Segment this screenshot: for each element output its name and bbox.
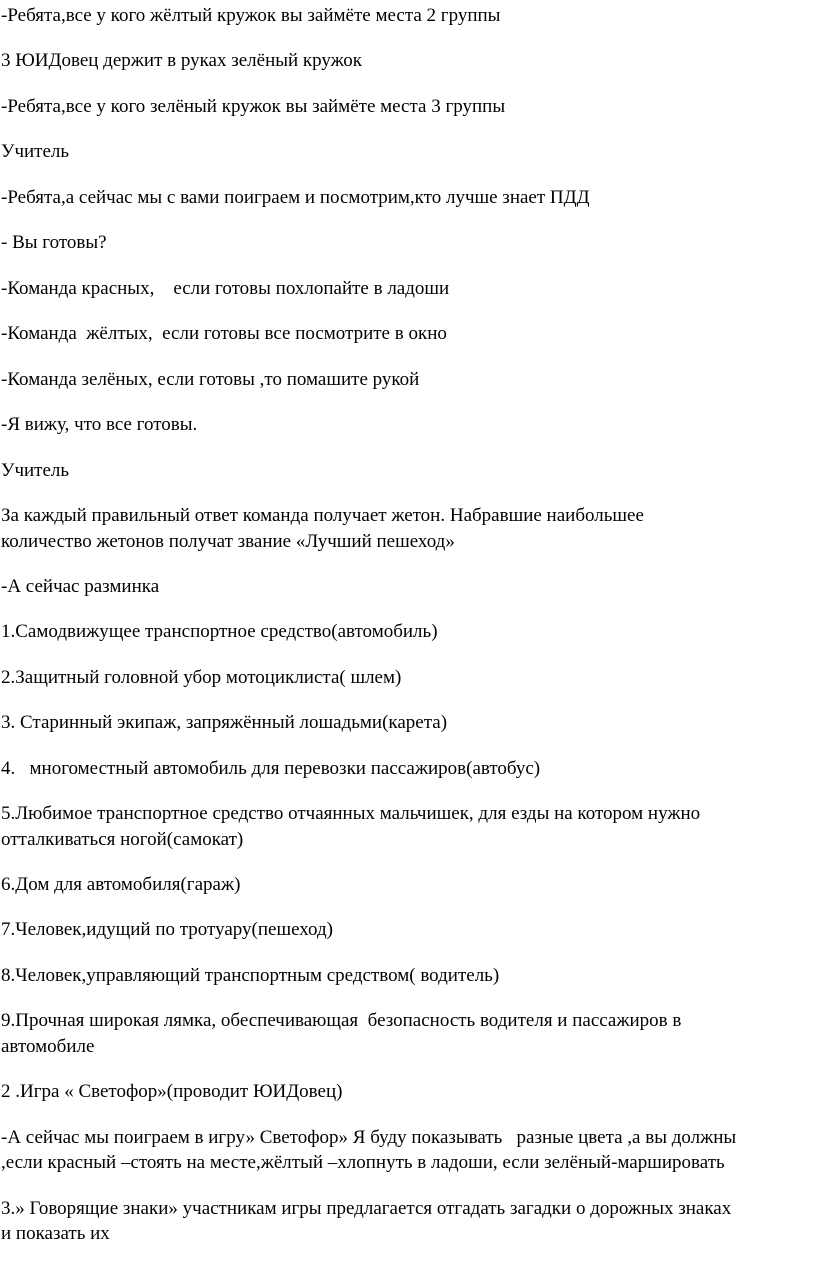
text-line: отталкиваться ногой(самокат) bbox=[1, 829, 244, 850]
text-line: и показать их bbox=[1, 1223, 110, 1244]
text-line: автомобиле bbox=[1, 1036, 95, 1057]
text-line: -Команда зелёных, если готовы ,то помашите рукой bbox=[1, 369, 420, 390]
text-line: 5.Любимое транспортное средство отчаянных мальчишек, для езды на котором нужно bbox=[1, 803, 701, 824]
text-line: -Ребята,все у кого зелёный кружок вы займёте места 3 группы bbox=[1, 96, 506, 117]
text-line: - Вы готовы? bbox=[1, 232, 107, 253]
text-line: Учитель bbox=[1, 460, 70, 481]
text-line: -Ребята,а сейчас мы с вами поиграем и посмотрим,кто лучше знает ПДД bbox=[1, 187, 590, 208]
text-line: 7.Человек,идущий по тротуару(пешеход) bbox=[1, 919, 333, 940]
text-line: -Команда жёлтых, если готовы все посмотрите в окно bbox=[1, 323, 447, 344]
text-line: количество жетонов получат звание «Лучший пешеход» bbox=[1, 531, 455, 552]
text-line: 3 ЮИДовец держит в руках зелёный кружок bbox=[1, 50, 363, 71]
text-line: За каждый правильный ответ команда получает жетон. Набравшие наибольшее bbox=[1, 505, 644, 526]
text-line: 4. многоместный автомобиль для перевозки пассажиров(автобус) bbox=[1, 758, 541, 779]
text-line: 6.Дом для автомобиля(гараж) bbox=[1, 874, 241, 895]
text-line: 3. Старинный экипаж, запряжённый лошадьми(карета) bbox=[1, 712, 448, 733]
text-line: 8.Человек,управляющий транспортным средством( водитель) bbox=[1, 965, 500, 986]
text-line: 1.Самодвижущее транспортное средство(автомобиль) bbox=[1, 621, 438, 642]
text-line: 3.» Говорящие знаки» участникам игры предлагается отгадать загадки о дорожных знаках bbox=[1, 1198, 732, 1219]
text-line: Учитель bbox=[1, 141, 70, 162]
text-line: ,если красный –стоять на месте,жёлтый –хлопнуть в ладоши, если зелёный-маршировать bbox=[1, 1152, 725, 1173]
text-line: 9.Прочная широкая лямка, обеспечивающая безопасность водителя и пассажиров в bbox=[1, 1010, 682, 1031]
text-line: -Команда красных, если готовы похлопайте в ладоши bbox=[1, 278, 450, 299]
text-line: -Ребята,все у кого жёлтый кружок вы займёте места 2 группы bbox=[1, 5, 501, 26]
text-line: -Я вижу, что все готовы. bbox=[1, 414, 198, 435]
text-line: 2.Защитный головной убор мотоциклиста( шлем) bbox=[1, 667, 402, 688]
text-line: -А сейчас разминка bbox=[1, 576, 160, 597]
text-line: -А сейчас мы поиграем в игру» Светофор» Я буду показывать разные цвета ,а вы должны bbox=[1, 1127, 737, 1148]
text-line: 2 .Игра « Светофор»(проводит ЮИДовец) bbox=[1, 1081, 343, 1102]
